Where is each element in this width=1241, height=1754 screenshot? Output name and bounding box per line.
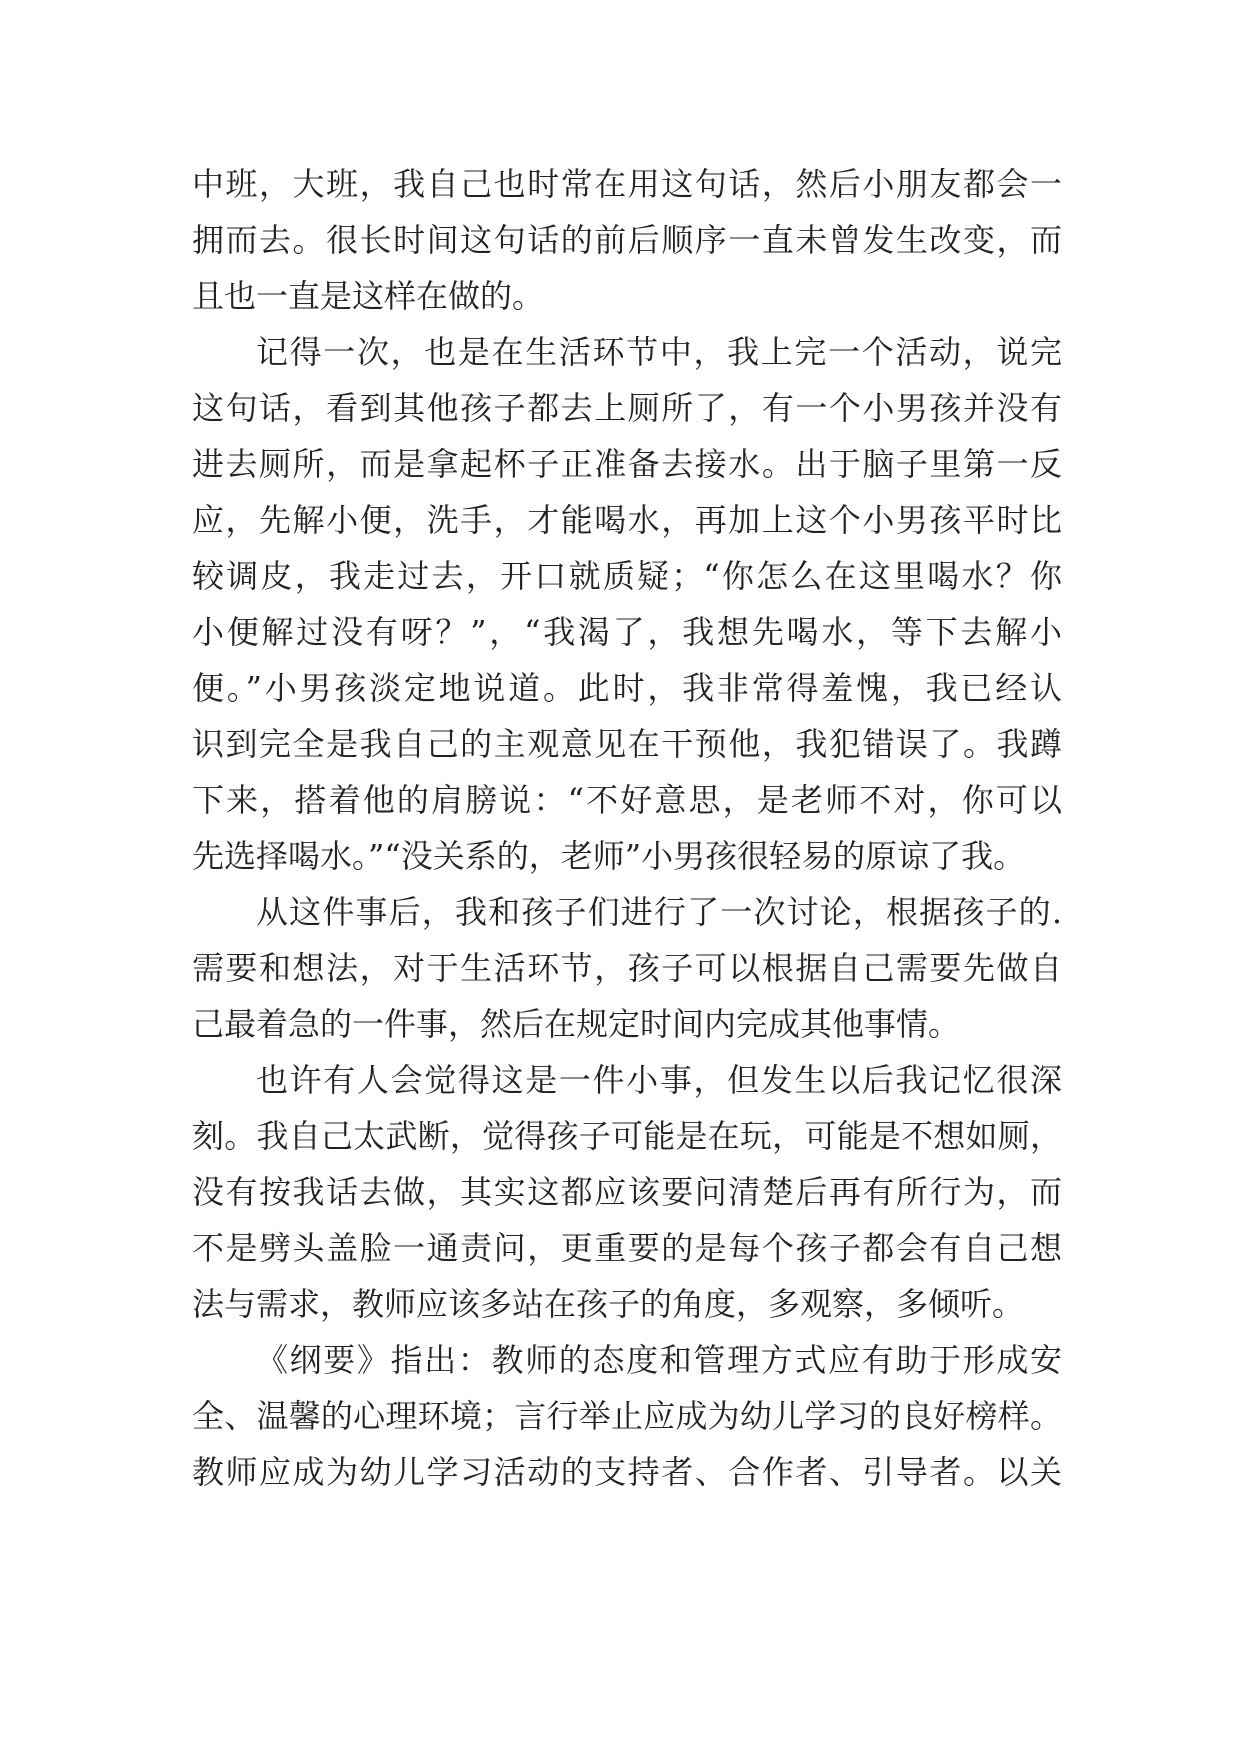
paragraph-2 <box>192 324 1062 884</box>
text-line: 小便解过没有呀？”，“我渴了，我想先喝水，等下去解小 <box>192 613 1062 651</box>
text-line: 中班，大班，我自己也时常在用这句话，然后小朋友都会一 <box>192 165 1062 203</box>
text-line: 应，先解小便，洗手，才能喝水，再加上这个小男孩平时比 <box>192 501 1062 539</box>
text-line: 己最着急的一件事，然后在规定时间内完成其他事情。 <box>192 1005 961 1043</box>
text-line: 进去厕所，而是拿起杯子正准备去接水。出于脑子里第一反 <box>192 445 1062 483</box>
text-line: 识到完全是我自己的主观意见在干预他，我犯错误了。我蹲 <box>192 725 1062 763</box>
text-line: 《纲要》指出：教师的态度和管理方式应有助于形成安 <box>256 1341 1062 1379</box>
text-line: 全、温馨的心理环境；言行举止应成为幼儿学习的良好榜样。 <box>192 1397 1062 1435</box>
paragraph-3 <box>192 884 1062 1052</box>
body-text <box>192 156 1062 1500</box>
text-line: 不是劈头盖脸一通责问，更重要的是每个孩子都会有自己想 <box>192 1229 1062 1267</box>
text-line: 较调皮，我走过去，开口就质疑；“你怎么在这里喝水？你 <box>192 557 1062 595</box>
text-line: 也许有人会觉得这是一件小事，但发生以后我记忆很深 <box>256 1061 1062 1099</box>
paragraph-5 <box>192 1332 1062 1500</box>
text-line: 刻。我自己太武断，觉得孩子可能是在玩，可能是不想如厕， <box>192 1117 1062 1155</box>
paragraph-1 <box>192 156 1062 324</box>
text-line: 拥而去。很长时间这句话的前后顺序一直未曾发生改变，而 <box>192 221 1062 259</box>
text-line: 需要和想法，对于生活环节，孩子可以根据自己需要先做自 <box>192 949 1062 987</box>
text-line: 从这件事后，我和孩子们进行了一次讨论，根据孩子的. <box>256 893 1062 931</box>
text-line: 没有按我话去做，其实这都应该要问清楚后再有所行为，而 <box>192 1173 1062 1211</box>
text-line: 这句话，看到其他孩子都去上厕所了，有一个小男孩并没有 <box>192 389 1062 427</box>
text-line: 先选择喝水。”“没关系的，老师”小男孩很轻易的原谅了我。 <box>192 837 1026 875</box>
text-line: 法与需求，教师应该多站在孩子的角度，多观察，多倾听。 <box>192 1285 1025 1323</box>
text-line: 记得一次，也是在生活环节中，我上完一个活动，说完 <box>256 333 1062 371</box>
paragraph-4 <box>192 1052 1062 1332</box>
text-line: 下来，搭着他的肩膀说：“不好意思，是老师不对，你可以 <box>192 781 1062 819</box>
text-line: 且也一直是这样在做的。 <box>192 277 545 315</box>
text-line: 教师应成为幼儿学习活动的支持者、合作者、引导者。以关 <box>192 1453 1062 1491</box>
text-line: 便。”小男孩淡定地说道。此时，我非常得羞愧，我已经认 <box>192 669 1062 707</box>
